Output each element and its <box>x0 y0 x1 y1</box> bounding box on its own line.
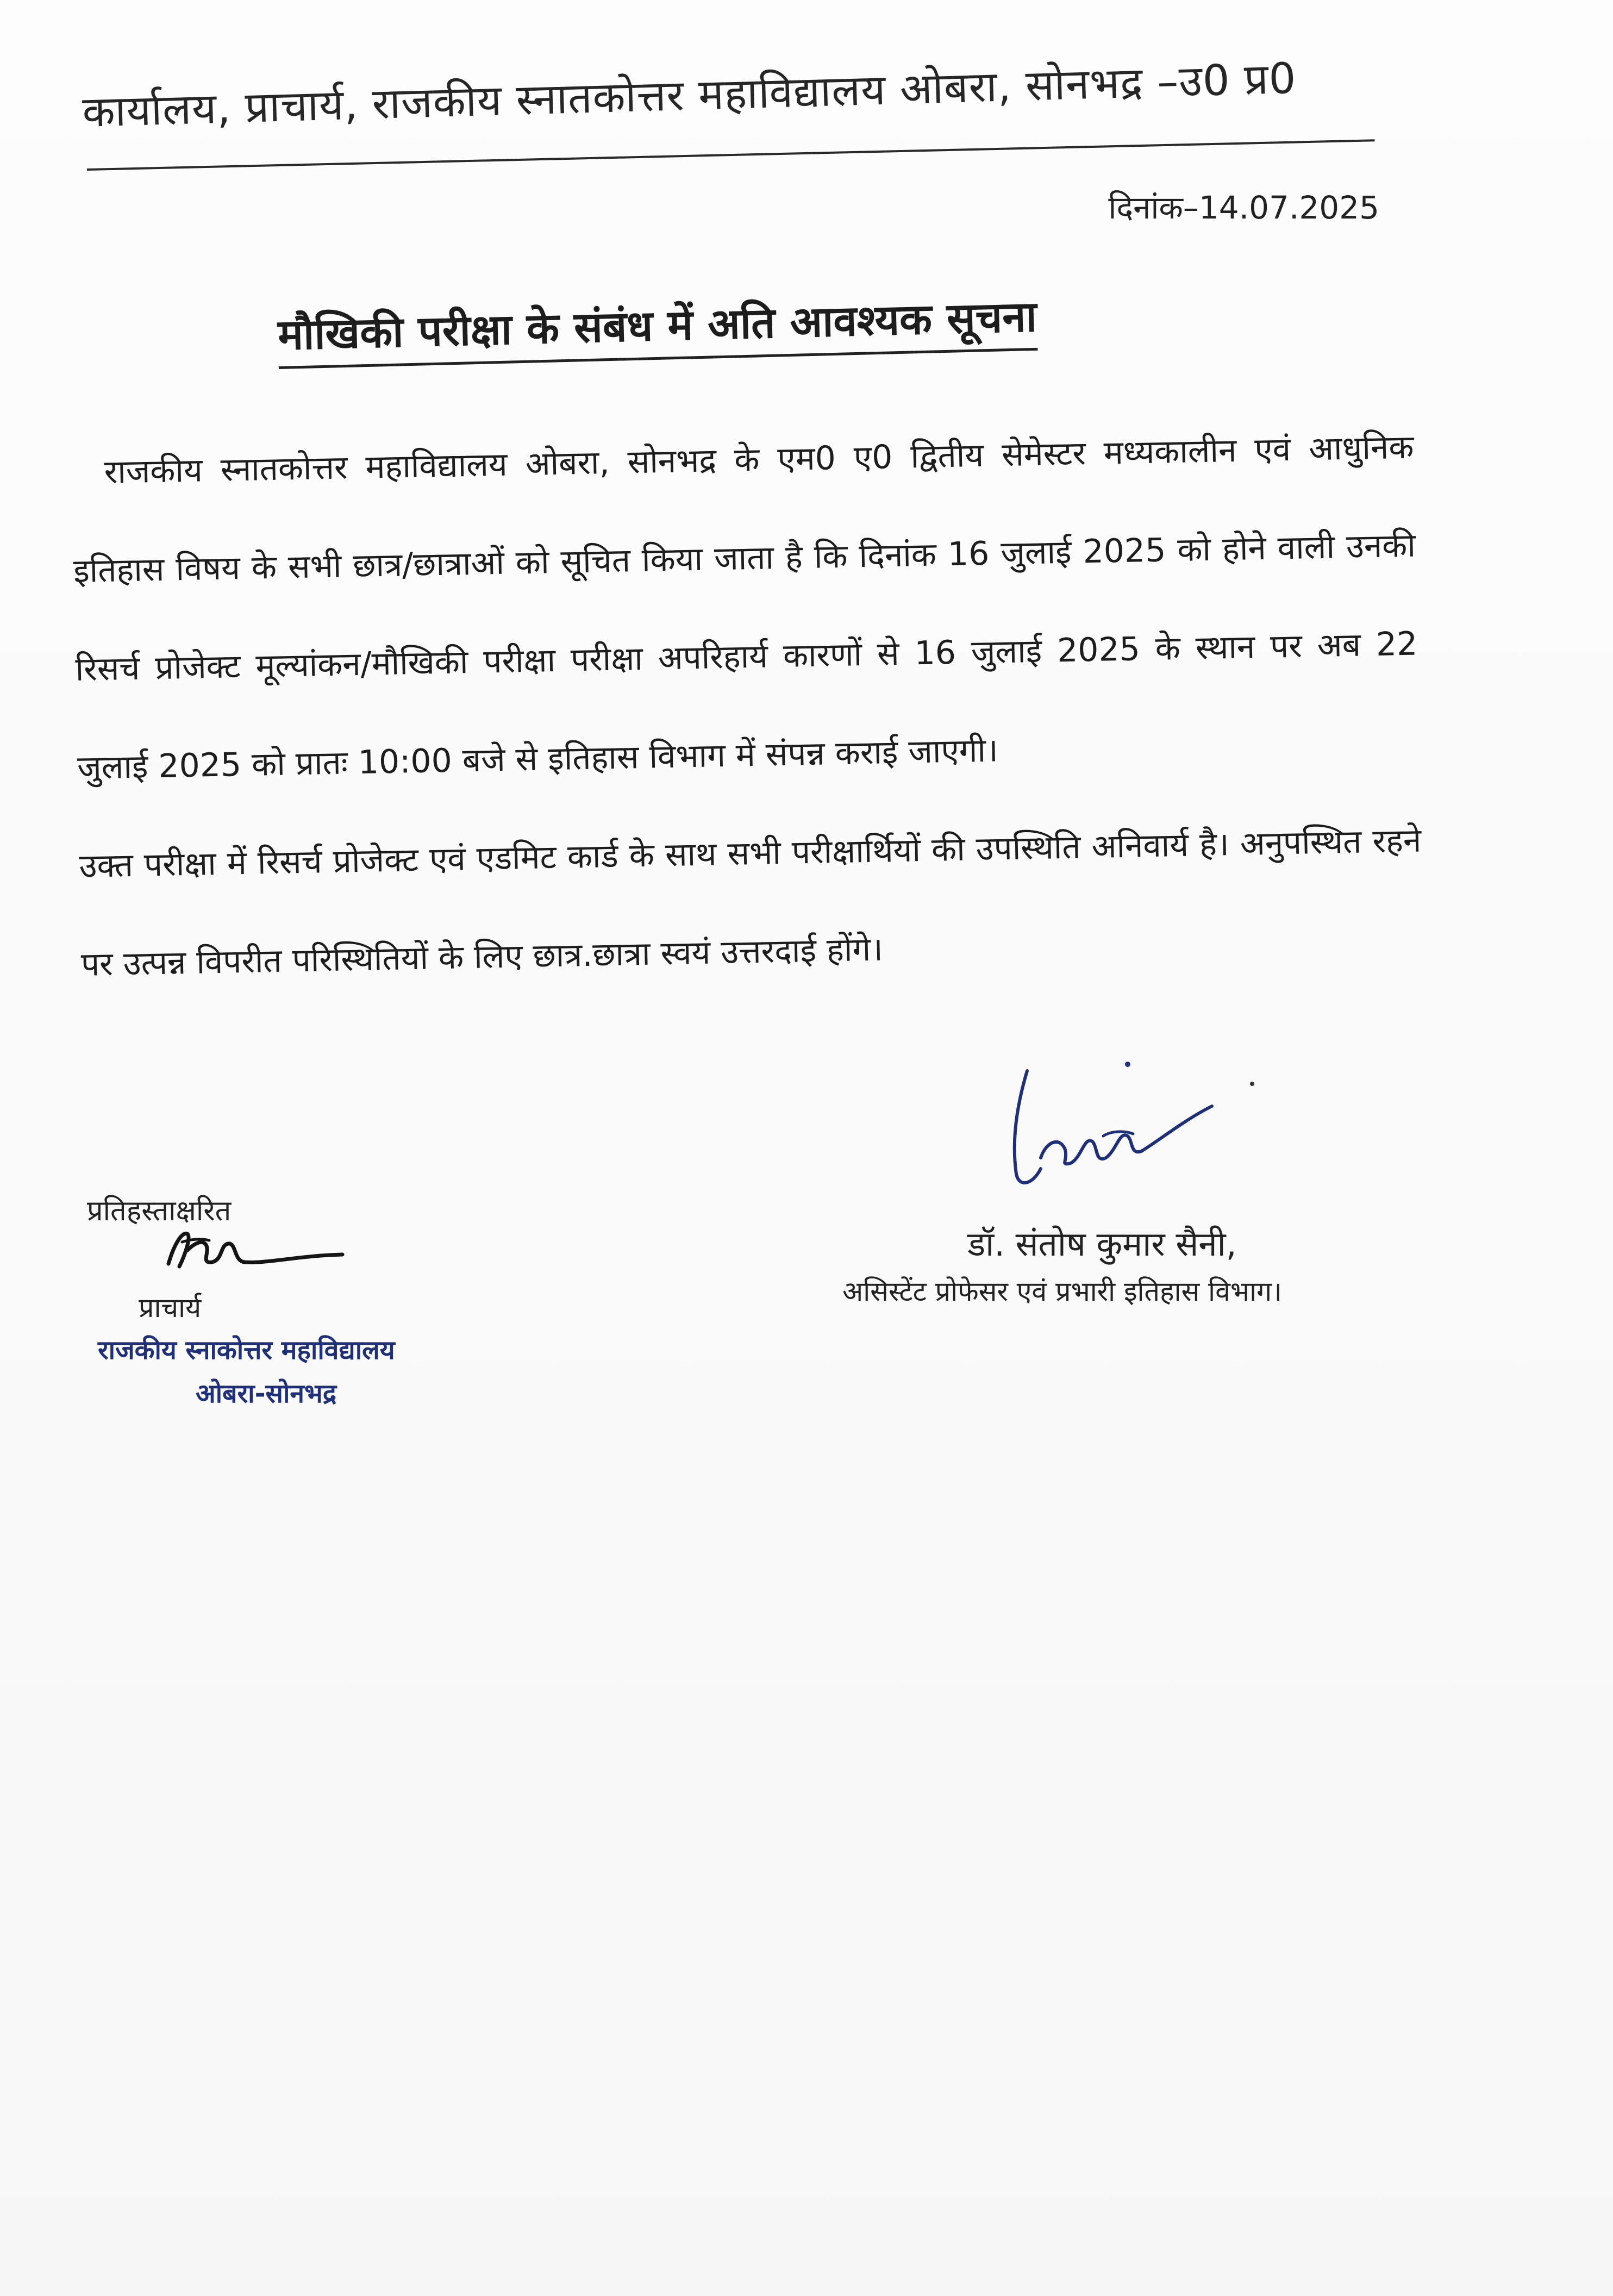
signatory-designation: असिस्टेंट प्रोफेसर एवं प्रभारी इतिहास विभाग। <box>842 1276 1283 1307</box>
notice-date: दिनांक–14.07.2025 <box>1108 189 1379 226</box>
countersigned-label: प्रतिहस्ताक्षरित <box>87 1195 232 1227</box>
principal-signature <box>158 1212 353 1301</box>
college-stamp-line-2: ओबरा-सोनभद्र <box>196 1378 337 1409</box>
signatory-name: डॉ. संतोष कुमार सैनी, <box>967 1224 1237 1264</box>
notice-paragraph-2: उक्त परीक्षा में रिसर्च प्रोजेक्ट एवं एडमिट कार्ड के साथ सभी परीक्षार्थियों की उपस्थिति अनिवार्य है। अनुपस्थित रहने पर उत्पन्न विपरीत परिस्थितियों के लिए छात्र.छात्रा स्वयं उत्तरदाई होंगे। <box>78 821 1422 984</box>
header-underline <box>87 139 1374 171</box>
principal-label: प्राचार्य <box>139 1292 202 1324</box>
signatory-block <box>837 1055 1489 1326</box>
ink-speck <box>1250 1082 1254 1086</box>
office-header: कार्यालय, प्राचार्य, राजकीय स्नातकोत्तर महाविद्यालय ओबरा, सोनभद्र –उ0 प्र0 <box>82 54 1297 137</box>
notice-title: मौखिकी परीक्षा के संबंध में अति आवश्यक सूचना <box>277 286 1037 369</box>
notice-paragraph-1: राजकीय स्नातकोत्तर महाविद्यालय ओबरा, सोनभद्र के एम0 ए0 द्वितीय सेमेस्टर मध्यकालीन एवं आधुनिक इतिहास विषय के सभी छात्र/छात्राओं को सूचित किया जाता है कि दिनांक 16 जुलाई 2025 को होने वाली उनकी रिसर्च प्रोजेक्ट मूल्यांकन/मौखिकी परीक्षा परीक्षा अपरिहार्य कारणों से 16 जुलाई 2025 के स्थान पर अब 22 जुलाई 2025 को प्रातः 10:00 बजे से इतिहास विभाग में संपन्न कराई जाएगी। <box>73 428 1418 787</box>
college-stamp-line-1: राजकीय स्नाकोत्तर महाविद्यालय <box>98 1335 395 1365</box>
signatory-signature <box>995 1055 1223 1231</box>
notice-body <box>71 398 1424 1014</box>
